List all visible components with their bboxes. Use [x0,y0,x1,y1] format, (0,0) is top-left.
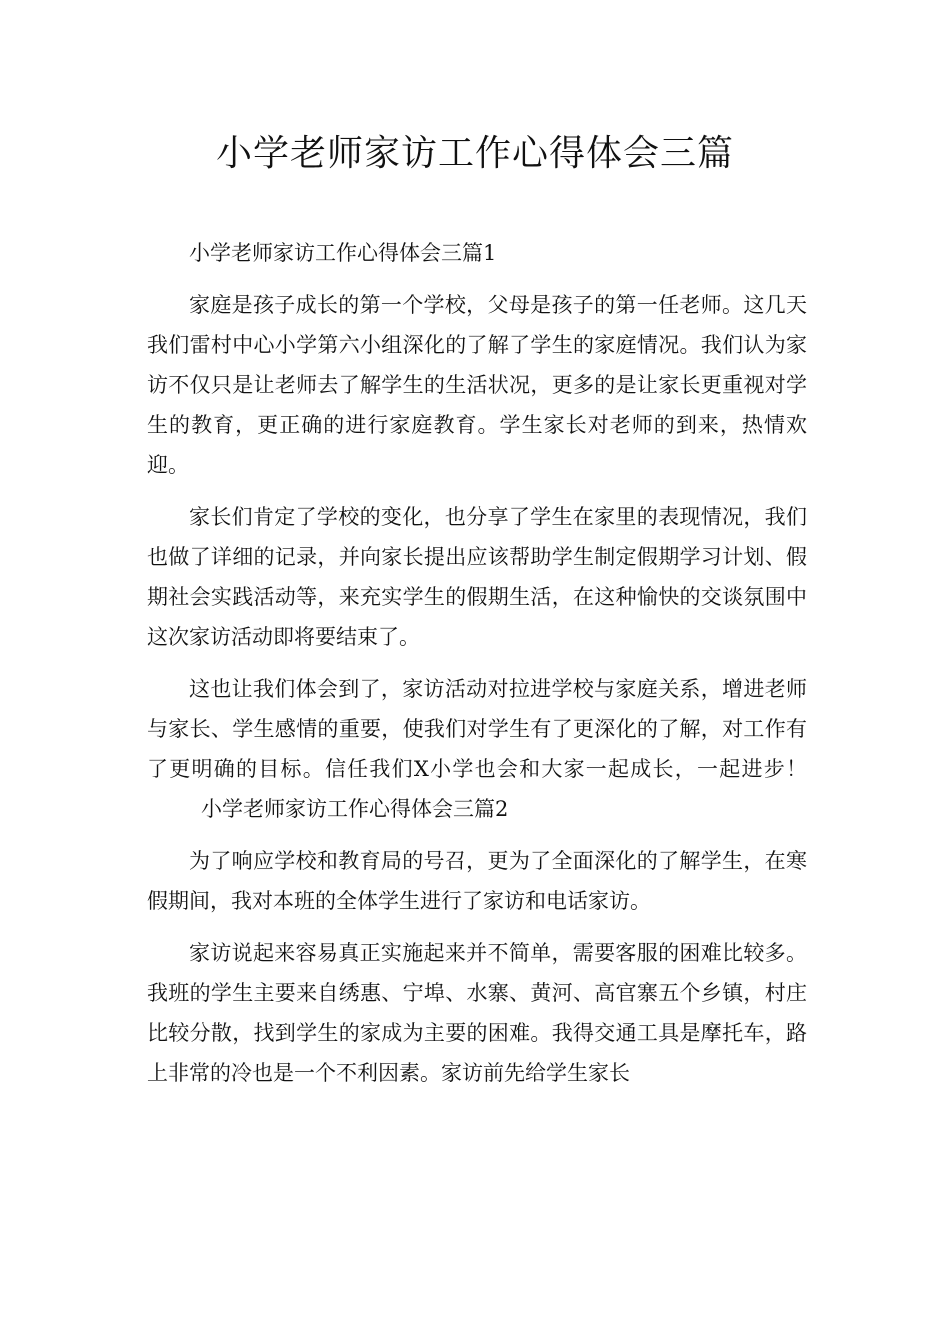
section1-heading: 小学老师家访工作心得体会三篇1 [189,241,497,265]
paragraph-5: 家访说起来容易真正实施起来并不简单，需要客服的困难比较多。我班的学生主要来自绣惠、宁埠、水寨、黄河、高官寨五个乡镇，村庄比较分散，找到学生的家成为主要的困难。我得交通工具是摩托车，路上非常的冷也是一个不利因素。家访前先给学生家长 [147,941,807,1085]
document-body [147,233,807,1105]
paragraph-3 [147,669,807,829]
paragraph-2: 家长们肯定了学校的变化，也分享了学生在家里的表现情况，我们也做了详细的记录，并向家长提出应该帮助学生制定假期学习计划、假期社会实践活动等，来充实学生的假期生活，在这种愉快的交谈氛围中这次家访活动即将要结束了。 [147,505,807,649]
paragraph-1: 家庭是孩子成长的第一个学校，父母是孩子的第一任老师。这几天我们雷村中心小学第六小组深化的了解了学生的家庭情况。我们认为家访不仅只是让老师去了解学生的生活状况，更多的是让家长更重视对学生的教育，更正确的进行家庭教育。学生家长对老师的到来，热情欢迎。 [147,293,807,477]
document-title: 小学老师家访工作心得体会三篇 [215,133,734,174]
paragraph-3-text: 这也让我们体会到了，家访活动对拉进学校与家庭关系，增进老师与家长、学生感情的重要，使我们对学生有了更深化的了解，对工作有了更明确的目标。信任我们X小学也会和大家一起成长，一起进步！ [147,677,807,781]
paragraph-4: 为了响应学校和教育局的号召，更为了全面深化的了解学生，在寒假期间，我对本班的全体学生进行了家访和电话家访。 [147,849,807,913]
section2-heading: 小学老师家访工作心得体会三篇2 [201,797,509,821]
